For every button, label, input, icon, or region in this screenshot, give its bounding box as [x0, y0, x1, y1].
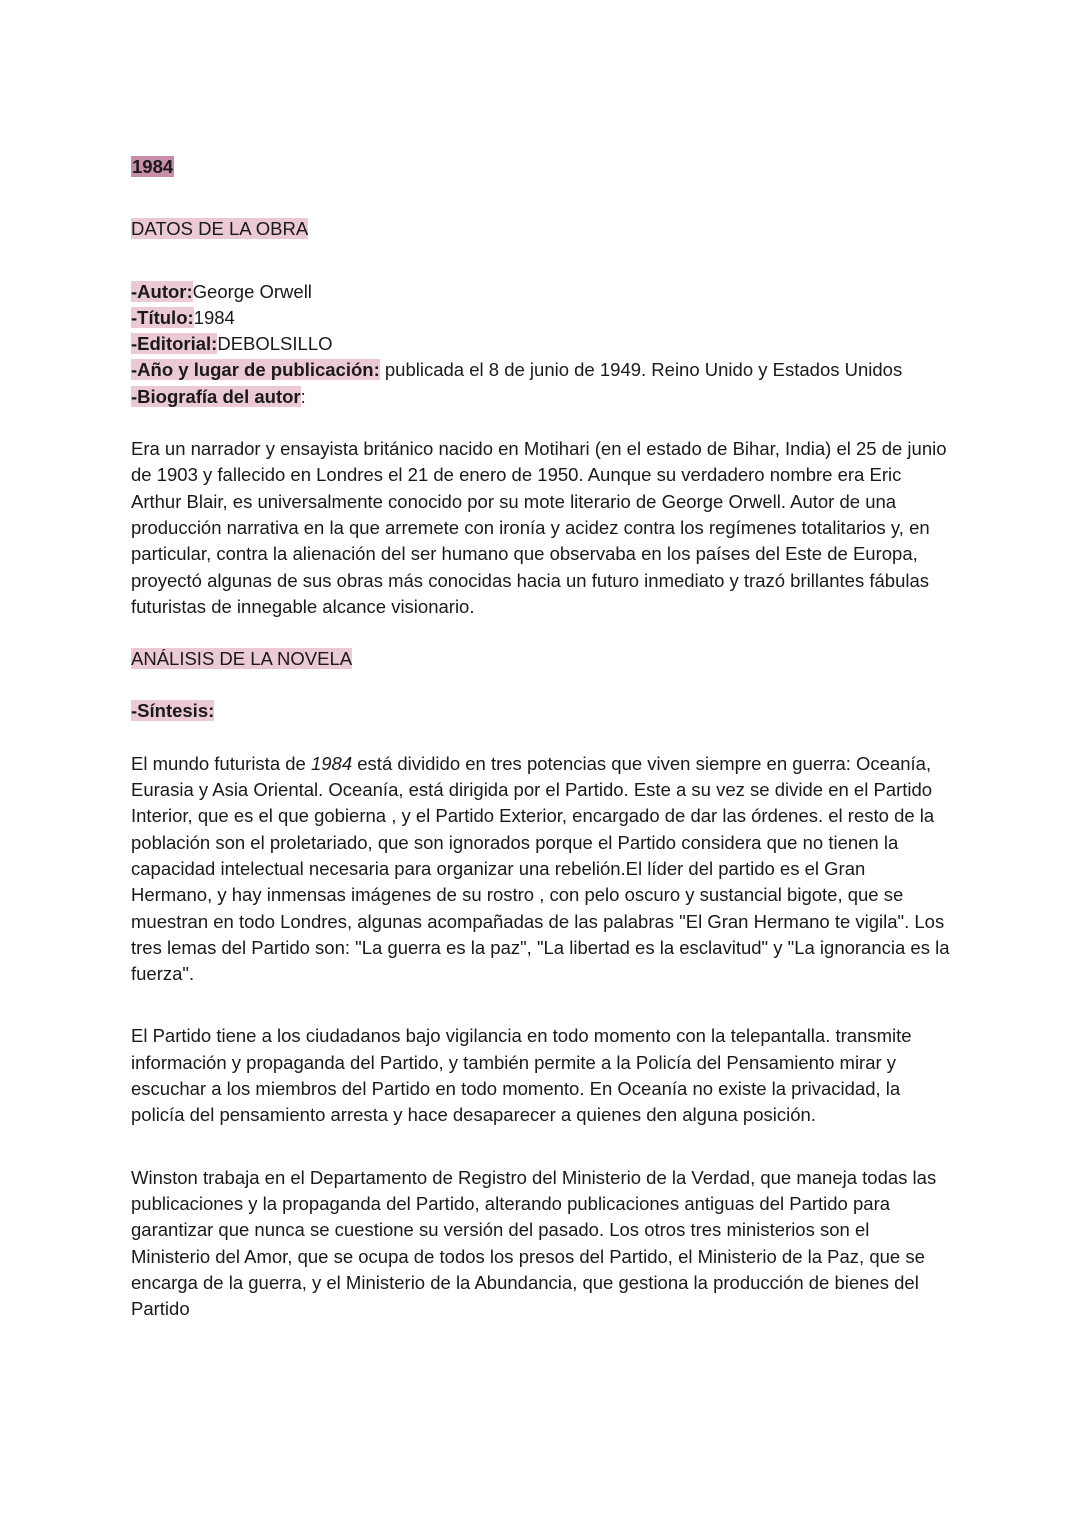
field-editorial: [131, 331, 951, 357]
field-anio: [131, 357, 951, 383]
section-heading-analisis: [131, 646, 951, 672]
document-title: [131, 154, 951, 180]
field-biografia-colon: :: [300, 385, 306, 407]
biography-paragraph: Era un narrador y ensayista británico nacido en Motihari (en el estado de Bihar, India) el 25 de junio de 1903 y fallecido en Londres el 21 de enero de 1950. Aunque su verdadero nombre era Eric Arthur Blair, es universalmente conocido por su mote literario de George Orwell. Autor de una producción narrativa en la que arremete con ironía y acidez contra los regímenes totalitarios y, en particular, contra la alienación del ser humano que observaba en los países del Este de Europa, proyectó algunas de sus obras más conocidas hacia un futuro inmediato y trazó brillantes fábulas futuristas de innegable alcance visionario.: [131, 438, 947, 617]
section-heading-analisis-text: ANÁLISIS DE LA NOVELA: [131, 648, 353, 670]
sintesis-paragraph-1: [131, 751, 951, 988]
sintesis-heading: [131, 698, 951, 724]
title-highlight: 1984: [132, 156, 174, 177]
field-titulo-label: -Título:: [131, 306, 194, 328]
sintesis-p1-rest: está dividido en tres potencias que viven siempre en guerra: Oceanía, Eurasia y Asia Oriental. Oceanía, está dirigida por el Partido. Este a su vez se divide en el Partido Interior, que es el que gobierna , y el Partido Exterior, encargado de dar las órdenes. el resto de la población son el proletariado, que son ignorados porque el Partido considera que no tienen la capacidad intelectual necesaria para organizar una rebelión.El líder del partido es el Gran Hermano, y hay inmensas imágenes de su rostro , con pelo oscuro y sustancial bigote, que se muestran en todo Londres, algunas acompañadas de las palabras "El Gran Hermano te vigila". Los tres lemas del Partido son: "La guerra es la paz", "La libertad es la esclavitud" y "La ignorancia es la fuerza".: [131, 752, 950, 985]
sintesis-paragraph-3: Winston trabaja en el Departamento de Registro del Ministerio de la Verdad, que maneja todas las publicaciones y la propaganda del Partido, alterando publicaciones antiguas del Partido para garantizar que nunca se cuestione su versión del pasado. Los otros tres ministerios son el Ministerio del Amor, que se ocupa de todos los presos del Partido, el Ministerio de la Paz, que se encarga de la guerra, y el Ministerio de la Abundancia, que gestiona la producción de bienes del Partido: [131, 1166, 937, 1320]
field-titulo-value: 1984: [193, 306, 235, 328]
field-editorial-label: -Editorial:: [131, 333, 218, 355]
field-anio-value: publicada el 8 de junio de 1949. Reino Unido y Estados Unidos: [379, 359, 903, 381]
field-autor-value: George Orwell: [192, 280, 312, 302]
sintesis-p1-prefix: El mundo futurista de: [131, 752, 311, 774]
sintesis-p1-book-title: 1984: [310, 752, 353, 774]
field-anio-label: -Año y lugar de publicación:: [131, 359, 380, 381]
sintesis-label: -Síntesis:: [131, 700, 215, 722]
field-editorial-value: DEBOLSILLO: [217, 333, 333, 355]
field-titulo: [131, 305, 951, 331]
field-autor-label: -Autor:: [131, 280, 193, 302]
section-heading-datos: [131, 216, 951, 242]
document-page: [131, 154, 951, 1322]
field-autor: [131, 279, 951, 305]
sintesis-paragraph-2: El Partido tiene a los ciudadanos bajo vigilancia en todo momento con la telepantalla. transmite información y propaganda del Partido, y también permite a la Policía del Pensamiento mirar y escuchar a los miembros del Partido en todo momento. En Oceanía no existe la privacidad, la policía del pensamiento arresta y hace desaparecer a quienes den alguna posición.: [131, 1025, 912, 1126]
field-biografia: [131, 384, 951, 410]
section-heading-datos-text: DATOS DE LA OBRA: [131, 218, 309, 240]
work-details: [131, 279, 951, 410]
field-biografia-label: -Biografía del autor: [131, 385, 301, 407]
